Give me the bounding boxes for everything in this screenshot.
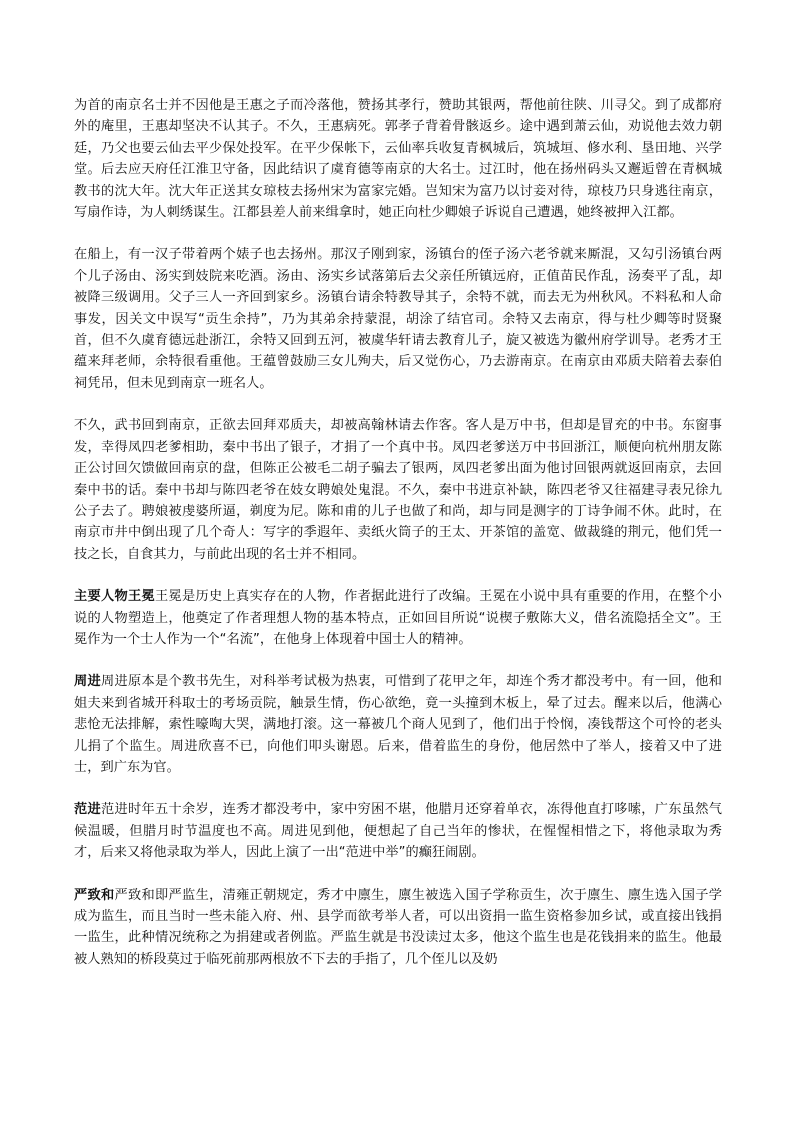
heading-fan-jin: 范进 (74, 802, 102, 818)
paragraph-zhou-jin (74, 671, 722, 778)
text-zhou-jin: 周进原本是个教书先生，对科举考试极为热衷，可惜到了花甲之年，却连个秀才都没考中。有一回，他和姐夫来到省城开科取士的考场贡院，触景生情，伤心欲绝，竟一头撞到木板上，晕了过去。醒来以后，他满心悲怆无法排解，索性嚎啕大哭，满地打滚。这一幕被几个商人见到了，他们出于怜悯，凑钱帮这个可怜的老头儿捐了个监生。周进欣喜不已，向他们叩头谢恩。后来，借着监生的身份，他居然中了举人，接着又中了进士，到广东为官。 (74, 674, 722, 775)
text-wang-mian: 王冕是历史上真实存在的人物，作者据此进行了改编。王冕在小说中具有重要的作用，在整个小说的人物塑造上，他奠定了作者理想人物的基本特点，正如回目所说“说楔子敷陈大义，借名流隐括全文”。王冕作为一个士人作为一个“名流”，在他身上体现着中国士人的精神。 (74, 589, 722, 647)
text-fan-jin: 范进时年五十余岁，连秀才都没考中，家中穷困不堪，他腊月还穿着单衣，冻得他直打哆嗦，广东虽然气候温暖，但腊月时节温度也不高。周进见到他，便想起了自己当年的惨状，在惺惺相惜之下，将他录取为秀才，后来又将他录取为举人，因此上演了一出“范进中举”的癫狂闹剧。 (74, 802, 722, 861)
paragraph-fan-jin (74, 799, 722, 863)
paragraph-wang-mian (74, 586, 722, 650)
paragraph-2 (74, 244, 722, 394)
paragraph-2-text: 在船上，有一汉子带着两个婊子也去扬州。那汉子刚到家，汤镇台的侄子汤六老爷就来厮混，又勾引汤镇台两个儿子汤由、汤实到妓院来吃酒。汤由、汤实乡试落第后去父亲任所镇远府，正值苗民作乱，汤奏平了乱，却被降三级调用。父子三人一齐回到家乡。汤镇台请余特教导其子，余特不就，而去无为州秋风。不料私和人命事发，因关文中误写“贡生余持”，乃为其弟余持蒙混，胡涂了结官司。余特又去南京，得与杜少卿等时贤聚首，但不久虞育德远赴浙江，余特又回到五河，被虞华轩请去教育儿子，旋又被选为徽州府学训导。老秀才王蕴来拜老师，余特很看重他。王蕴曾鼓励三女儿殉夫，后又觉伤心，乃去游南京。在南京由邓质夫陪着去泰伯祠凭吊，但未见到南京一班名人。 (74, 247, 722, 391)
paragraph-3 (74, 415, 722, 565)
paragraph-1-text: 为首的南京名士并不因他是王惠之子而冷落他，赞扬其孝行，赞助其银两，帮他前往陕、川寻父。到了成都府外的庵里，王惠却坚决不认其子。不久，王惠病死。郭孝子背着骨骸返乡。途中遇到萧云仙，劝说他去效力朝廷，乃父也要云仙去平少保处投军。在平少保帐下，云仙率兵收复青枫城后，筑城垣、修水利、垦田地、兴学堂。后去应天府任江淮卫守备，因此结识了虞育德等南京的大名士。过江时，他在扬州码头又邂逅曾在青枫城教书的沈大年。沈大年正送其女琼枝去扬州宋为富家完婚。岂知宋为富乃以讨妾对待，琼枝乃只身逃往南京，写扇作诗，为人刺绣谋生。江都县差人前来缉拿时，她正向杜少卿娘子诉说自己遭遇，她终被押入江都。 (74, 98, 722, 221)
document-page (74, 95, 722, 991)
heading-yan-zhihe: 严致和 (74, 887, 115, 903)
paragraph-1 (74, 95, 722, 223)
heading-zhou-jin: 周进 (74, 674, 102, 690)
paragraph-yan-zhihe (74, 885, 722, 971)
heading-wang-mian: 主要人物王冕 (74, 589, 156, 605)
paragraph-3-text: 不久，武书回到南京，正欲去回拜邓质夫，却被高翰林请去作客。客人是万中书，但却是冒充的中书。东窗事发，幸得凤四老爹相助，秦中书出了银子，才捐了一个真中书。凤四老爹送万中书回浙江，顺便向杭州朋友陈正公讨回欠馈做回南京的盘，但陈正公被毛二胡子骗去了银两，凤四老爹出面为他讨回银两就返回南京，去回秦中书的话。秦中书却与陈四老爷在妓女聘娘处鬼混。不久，秦中书进京补缺，陈四老爷又往福建寻表兄徐九公子去了。聘娘被虔婆所逼，剃度为尼。陈和甫的儿子也做了和尚，却与同是测字的丁诗争闹不休。此时，在南京市井中倒出现了几个奇人：写字的季遐年、卖纸火筒子的王太、开茶馆的盖宽、做裁缝的荆元，他们凭一技之长，自食其力，与前此出现的名士并不相同。 (74, 418, 722, 562)
text-yan-zhihe: 严致和即严监生，清雍正朝规定，秀才中廪生，廪生被选入国子学称贡生，次于廪生、廪生选入国子学成为监生，而且当时一些未能入府、州、县学而欲考举人者，可以出资捐一监生资格参加乡试，或直接出钱捐一监生，此种情况统称之为捐建或者例监。严监生就是书没读过太多，他这个监生也是花钱捐来的监生。他最被人熟知的桥段莫过于临死前那两根放不下去的手指了，几个侄儿以及奶 (74, 887, 723, 967)
